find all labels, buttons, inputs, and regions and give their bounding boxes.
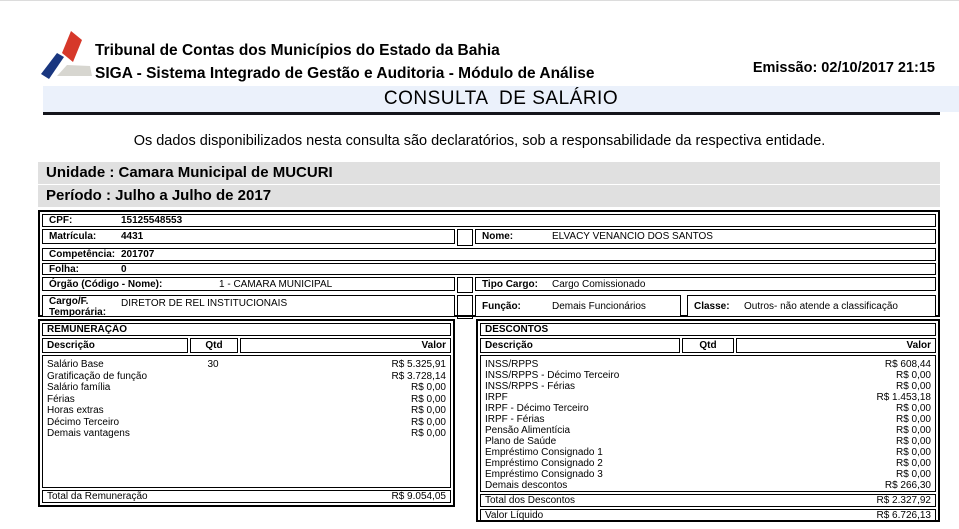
total-descontos-label: Total dos Descontos <box>485 495 576 506</box>
table-row <box>43 371 450 383</box>
row-descricao: Férias <box>47 393 75 405</box>
total-descontos-value: R$ 2.327,92 <box>876 495 931 506</box>
row-qtd <box>681 381 733 392</box>
nome-value: ELVACY VENANCIO DOS SANTOS <box>552 231 713 242</box>
row-valor: R$ 0,00 <box>410 393 446 405</box>
row-valor: R$ 0,00 <box>895 425 931 436</box>
row-valor: R$ 0,00 <box>895 447 931 458</box>
matricula-value: 4431 <box>121 231 144 242</box>
row-descricao: Empréstimo Consignado 2 <box>485 458 603 469</box>
valor-liquido-label: Valor Líquido <box>485 510 544 521</box>
column-header-descricao: Descrição <box>42 338 188 353</box>
descontos-panel <box>476 319 940 522</box>
row-descricao: IRPF <box>485 392 508 403</box>
row-qtd <box>681 392 733 403</box>
row-qtd <box>681 480 733 491</box>
row-valor: R$ 0,00 <box>895 469 931 480</box>
descontos-section-title: DESCONTOS <box>480 323 936 336</box>
classe-label: Classe: <box>694 300 730 312</box>
table-row <box>481 436 935 447</box>
cargo-value: DIRETOR DE REL INSTITUCIONAIS <box>121 298 288 309</box>
row-descricao: Demais descontos <box>485 480 568 491</box>
valor-liquido-value: R$ 6.726,13 <box>876 510 931 521</box>
disclaimer-text: Os dados disponibilizados nesta consulta são declaratórios, sob a responsabilidade da respectiva entidade. <box>133 133 826 149</box>
table-row <box>481 447 935 458</box>
table-row <box>481 381 935 392</box>
column-spacer <box>457 229 473 246</box>
row-valor: R$ 0,00 <box>895 414 931 425</box>
cargo-funcao-classe-row <box>42 295 936 319</box>
row-descricao: INSS/RPPS - Férias <box>485 381 576 392</box>
table-row <box>481 392 935 403</box>
row-valor: R$ 0,00 <box>410 428 446 439</box>
valor-liquido-row <box>480 509 936 522</box>
row-valor: R$ 0,00 <box>410 405 446 416</box>
column-header-qtd: Qtd <box>682 338 734 353</box>
competencia-label: Competência: <box>49 249 116 260</box>
remuneracao-total-row <box>42 490 451 503</box>
remuneracao-panel <box>38 319 455 507</box>
column-header-qtd: Qtd <box>190 338 238 353</box>
cargo-label-line1: Cargo/F. <box>49 296 89 307</box>
row-descricao: IRPF - Décimo Terceiro <box>485 403 589 414</box>
cpf-label: CPF: <box>49 215 73 226</box>
table-row <box>43 394 450 406</box>
folha-row <box>42 263 936 275</box>
row-qtd <box>681 425 733 436</box>
tcm-bahia-logo-icon <box>39 29 93 81</box>
row-qtd <box>189 417 237 429</box>
descontos-rows <box>480 355 936 492</box>
table-row <box>481 480 935 491</box>
row-valor: R$ 0,00 <box>410 416 446 428</box>
org-name-line2: SIGA - Sistema Integrado de Gestão e Auditoria - Módulo de Análise <box>95 65 595 82</box>
competencia-row <box>42 248 936 261</box>
table-row <box>481 414 935 425</box>
row-qtd <box>189 371 237 383</box>
row-qtd <box>189 382 237 394</box>
row-qtd <box>681 414 733 425</box>
cpf-value: 15125548553 <box>121 215 183 226</box>
table-row <box>481 469 935 480</box>
row-descricao: Demais vantagens <box>47 428 130 439</box>
row-qtd <box>681 469 733 480</box>
column-header-descricao: Descrição <box>480 338 680 353</box>
remuneracao-column-headers <box>42 338 451 353</box>
row-valor: R$ 266,30 <box>884 480 931 491</box>
funcao-label: Função: <box>482 300 521 312</box>
orgao-value: 1 - CAMARA MUNICIPAL <box>219 278 333 290</box>
descontos-column-headers <box>480 338 936 353</box>
row-qtd <box>681 359 733 370</box>
folha-value: 0 <box>121 263 127 275</box>
row-qtd <box>681 403 733 414</box>
tipo-cargo-label: Tipo Cargo: <box>482 278 538 290</box>
matricula-label: Matrícula: <box>49 231 97 242</box>
row-valor: R$ 0,00 <box>895 381 931 392</box>
total-remuneracao-label: Total da Remuneração <box>47 491 148 502</box>
column-spacer <box>457 277 473 293</box>
row-valor: R$ 0,00 <box>895 370 931 381</box>
row-descricao: Salário família <box>47 382 111 393</box>
row-qtd <box>189 405 237 417</box>
classe-value: Outros- não atende a classificação <box>744 300 898 312</box>
row-qtd <box>189 394 237 406</box>
row-qtd <box>681 447 733 458</box>
row-descricao: Empréstimo Consignado 1 <box>485 447 603 458</box>
table-row <box>481 359 935 370</box>
table-row <box>43 417 450 429</box>
row-qtd: 30 <box>207 359 219 370</box>
table-row <box>481 425 935 436</box>
row-qtd <box>681 458 733 469</box>
folha-label: Folha: <box>49 263 79 275</box>
emission-timestamp: Emissão: 02/10/2017 21:15 <box>752 60 935 76</box>
remuneracao-rows <box>42 355 451 488</box>
table-row <box>43 428 450 440</box>
funcao-value: Demais Funcionários <box>552 300 646 312</box>
table-row <box>43 359 450 371</box>
row-valor: R$ 1.453,18 <box>876 392 931 403</box>
table-row <box>481 403 935 414</box>
row-valor: R$ 608,44 <box>884 359 931 370</box>
cpf-row <box>42 214 936 227</box>
row-descricao: INSS/RPPS - Décimo Terceiro <box>485 370 620 381</box>
cargo-label-line2: Temporária: <box>49 306 107 317</box>
competencia-value: 201707 <box>121 249 155 260</box>
table-row <box>481 370 935 381</box>
descontos-total-row <box>480 494 936 507</box>
title-bar <box>43 86 959 112</box>
report-title: CONSULTA DE SALÁRIO <box>383 88 619 109</box>
table-row <box>481 458 935 469</box>
row-valor: R$ 5.325,91 <box>391 359 446 370</box>
row-valor: R$ 0,00 <box>895 436 931 447</box>
row-qtd <box>681 370 733 381</box>
row-descricao: Gratificação de função <box>47 370 148 382</box>
nome-label: Nome: <box>482 231 514 242</box>
row-descricao: Horas extras <box>47 405 104 416</box>
matricula-nome-row <box>42 229 936 246</box>
org-header <box>95 39 595 85</box>
table-row <box>43 382 450 394</box>
row-valor: R$ 0,00 <box>895 403 931 414</box>
row-descricao: IRPF - Férias <box>485 414 545 425</box>
title-underline <box>43 112 940 115</box>
row-descricao: Salário Base <box>47 359 104 370</box>
org-name-line1: Tribunal de Contas dos Municípios do Estado da Bahia <box>95 42 500 59</box>
unidade-line: Unidade : Camara Municipal de MUCURI <box>38 162 940 184</box>
periodo-line: Período : Julho a Julho de 2017 <box>38 185 940 207</box>
column-spacer <box>457 295 473 319</box>
remuneracao-section-title: REMUNERAÇÃO <box>42 323 451 336</box>
total-remuneracao-value: R$ 9.054,05 <box>391 491 446 502</box>
row-descricao: Décimo Terceiro <box>47 416 120 428</box>
row-valor: R$ 0,00 <box>895 458 931 469</box>
row-descricao: INSS/RPPS <box>485 359 539 370</box>
row-valor: R$ 0,00 <box>410 382 446 393</box>
orgao-label: Órgão (Código - Nome): <box>49 278 163 290</box>
column-header-valor: Valor <box>736 338 936 353</box>
row-qtd <box>681 436 733 447</box>
tipo-cargo-value: Cargo Comissionado <box>552 278 646 290</box>
context-band <box>38 162 940 208</box>
employee-info-table <box>38 210 940 317</box>
row-qtd <box>189 428 237 440</box>
orgao-tipocargo-row <box>42 277 936 293</box>
table-row <box>43 405 450 417</box>
row-descricao: Plano de Saúde <box>485 436 557 447</box>
row-descricao: Empréstimo Consignado 3 <box>485 469 603 480</box>
row-descricao: Pensão Alimentícia <box>485 425 571 436</box>
column-header-valor: Valor <box>240 338 451 353</box>
row-valor: R$ 3.728,14 <box>391 370 446 382</box>
